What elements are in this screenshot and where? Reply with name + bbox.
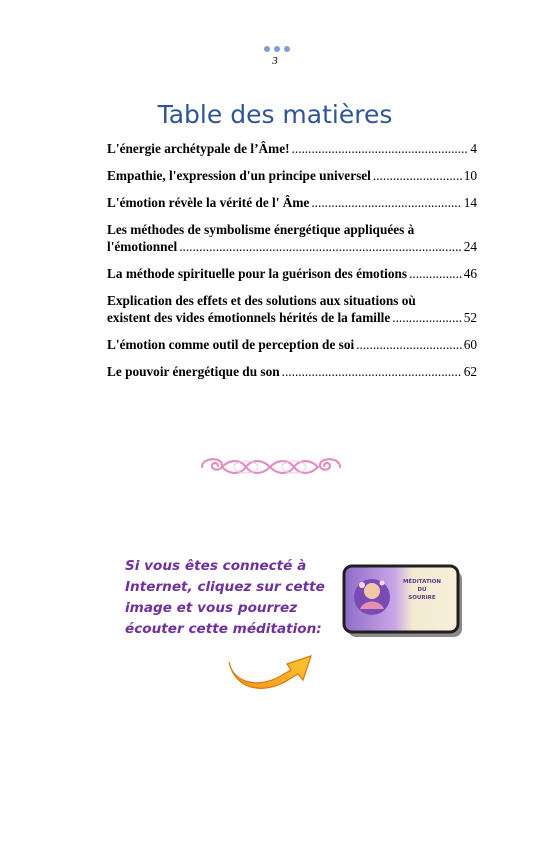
decorative-flourish-icon [196, 452, 346, 482]
toc-entry-title: L'émotion comme outil de perception de soi [107, 337, 355, 352]
note-line: Internet, cliquez sur cette [125, 579, 325, 595]
toc-entry-title-line1: Les méthodes de symbolisme énergétique appliquées à [107, 222, 415, 237]
note-line: image et vous pourrez [125, 600, 298, 616]
toc-entry-title-line2: existent des vides émotionnels hérités de la famille [107, 310, 391, 325]
table-of-contents [107, 140, 477, 390]
toc-entry-page: 60 [463, 337, 477, 352]
toc-leader [282, 363, 462, 380]
toc-leader [373, 167, 462, 184]
toc-entry-title: L'émotion révèle la vérité de l' Âme [107, 195, 310, 210]
toc-leader [356, 336, 462, 353]
toc-entry[interactable] [107, 221, 477, 255]
thumbnail-title-line2: DU [417, 587, 427, 593]
note-line: écouter cette méditation: [125, 621, 322, 637]
toc-entry[interactable] [107, 265, 477, 282]
toc-entry-title-line2: l'émotionnel [107, 239, 178, 254]
thumbnail-title-line3: SOURIRE [408, 595, 436, 601]
toc-entry-title: Le pouvoir énergétique du son [107, 364, 280, 379]
toc-entry-title: L'énergie archétypale de l’Âme! [107, 141, 290, 156]
toc-entry[interactable] [107, 336, 477, 353]
toc-title: Table des matières [157, 100, 393, 129]
toc-leader [179, 238, 462, 255]
toc-entry[interactable] [107, 292, 477, 326]
toc-entry-page: 24 [463, 239, 477, 254]
toc-leader [311, 194, 461, 211]
toc-entry[interactable] [107, 140, 477, 157]
toc-entry-title: La méthode spirituelle pour la guérison des émotions [107, 266, 408, 281]
toc-entry[interactable] [107, 167, 477, 184]
toc-leader [292, 140, 469, 157]
curved-arrow-icon [225, 648, 320, 693]
toc-leader [409, 265, 462, 282]
header-dots-icon [264, 46, 290, 52]
toc-entry-page: 52 [463, 310, 477, 325]
meditation-thumbnail-link[interactable] [342, 563, 464, 639]
toc-entry-page: 14 [463, 195, 477, 210]
toc-entry-page: 10 [463, 168, 477, 183]
toc-entry[interactable] [107, 194, 477, 211]
toc-entry-page: 46 [463, 266, 477, 281]
note-line: Si vous êtes connecté à [125, 558, 307, 574]
toc-entry-page: 62 [463, 364, 477, 379]
toc-entry-title-line1: Explication des effets et des solutions aux situations où [107, 293, 416, 308]
toc-leader [392, 309, 461, 326]
toc-entry-page: 4 [470, 141, 477, 156]
toc-entry-title: Empathie, l'expression d'un principe universel [107, 168, 371, 183]
toc-entry[interactable] [107, 363, 477, 380]
thumbnail-title-line1: MÉDITATION [402, 579, 442, 585]
meditation-instruction [125, 556, 325, 640]
page-number: 3 [272, 55, 278, 67]
